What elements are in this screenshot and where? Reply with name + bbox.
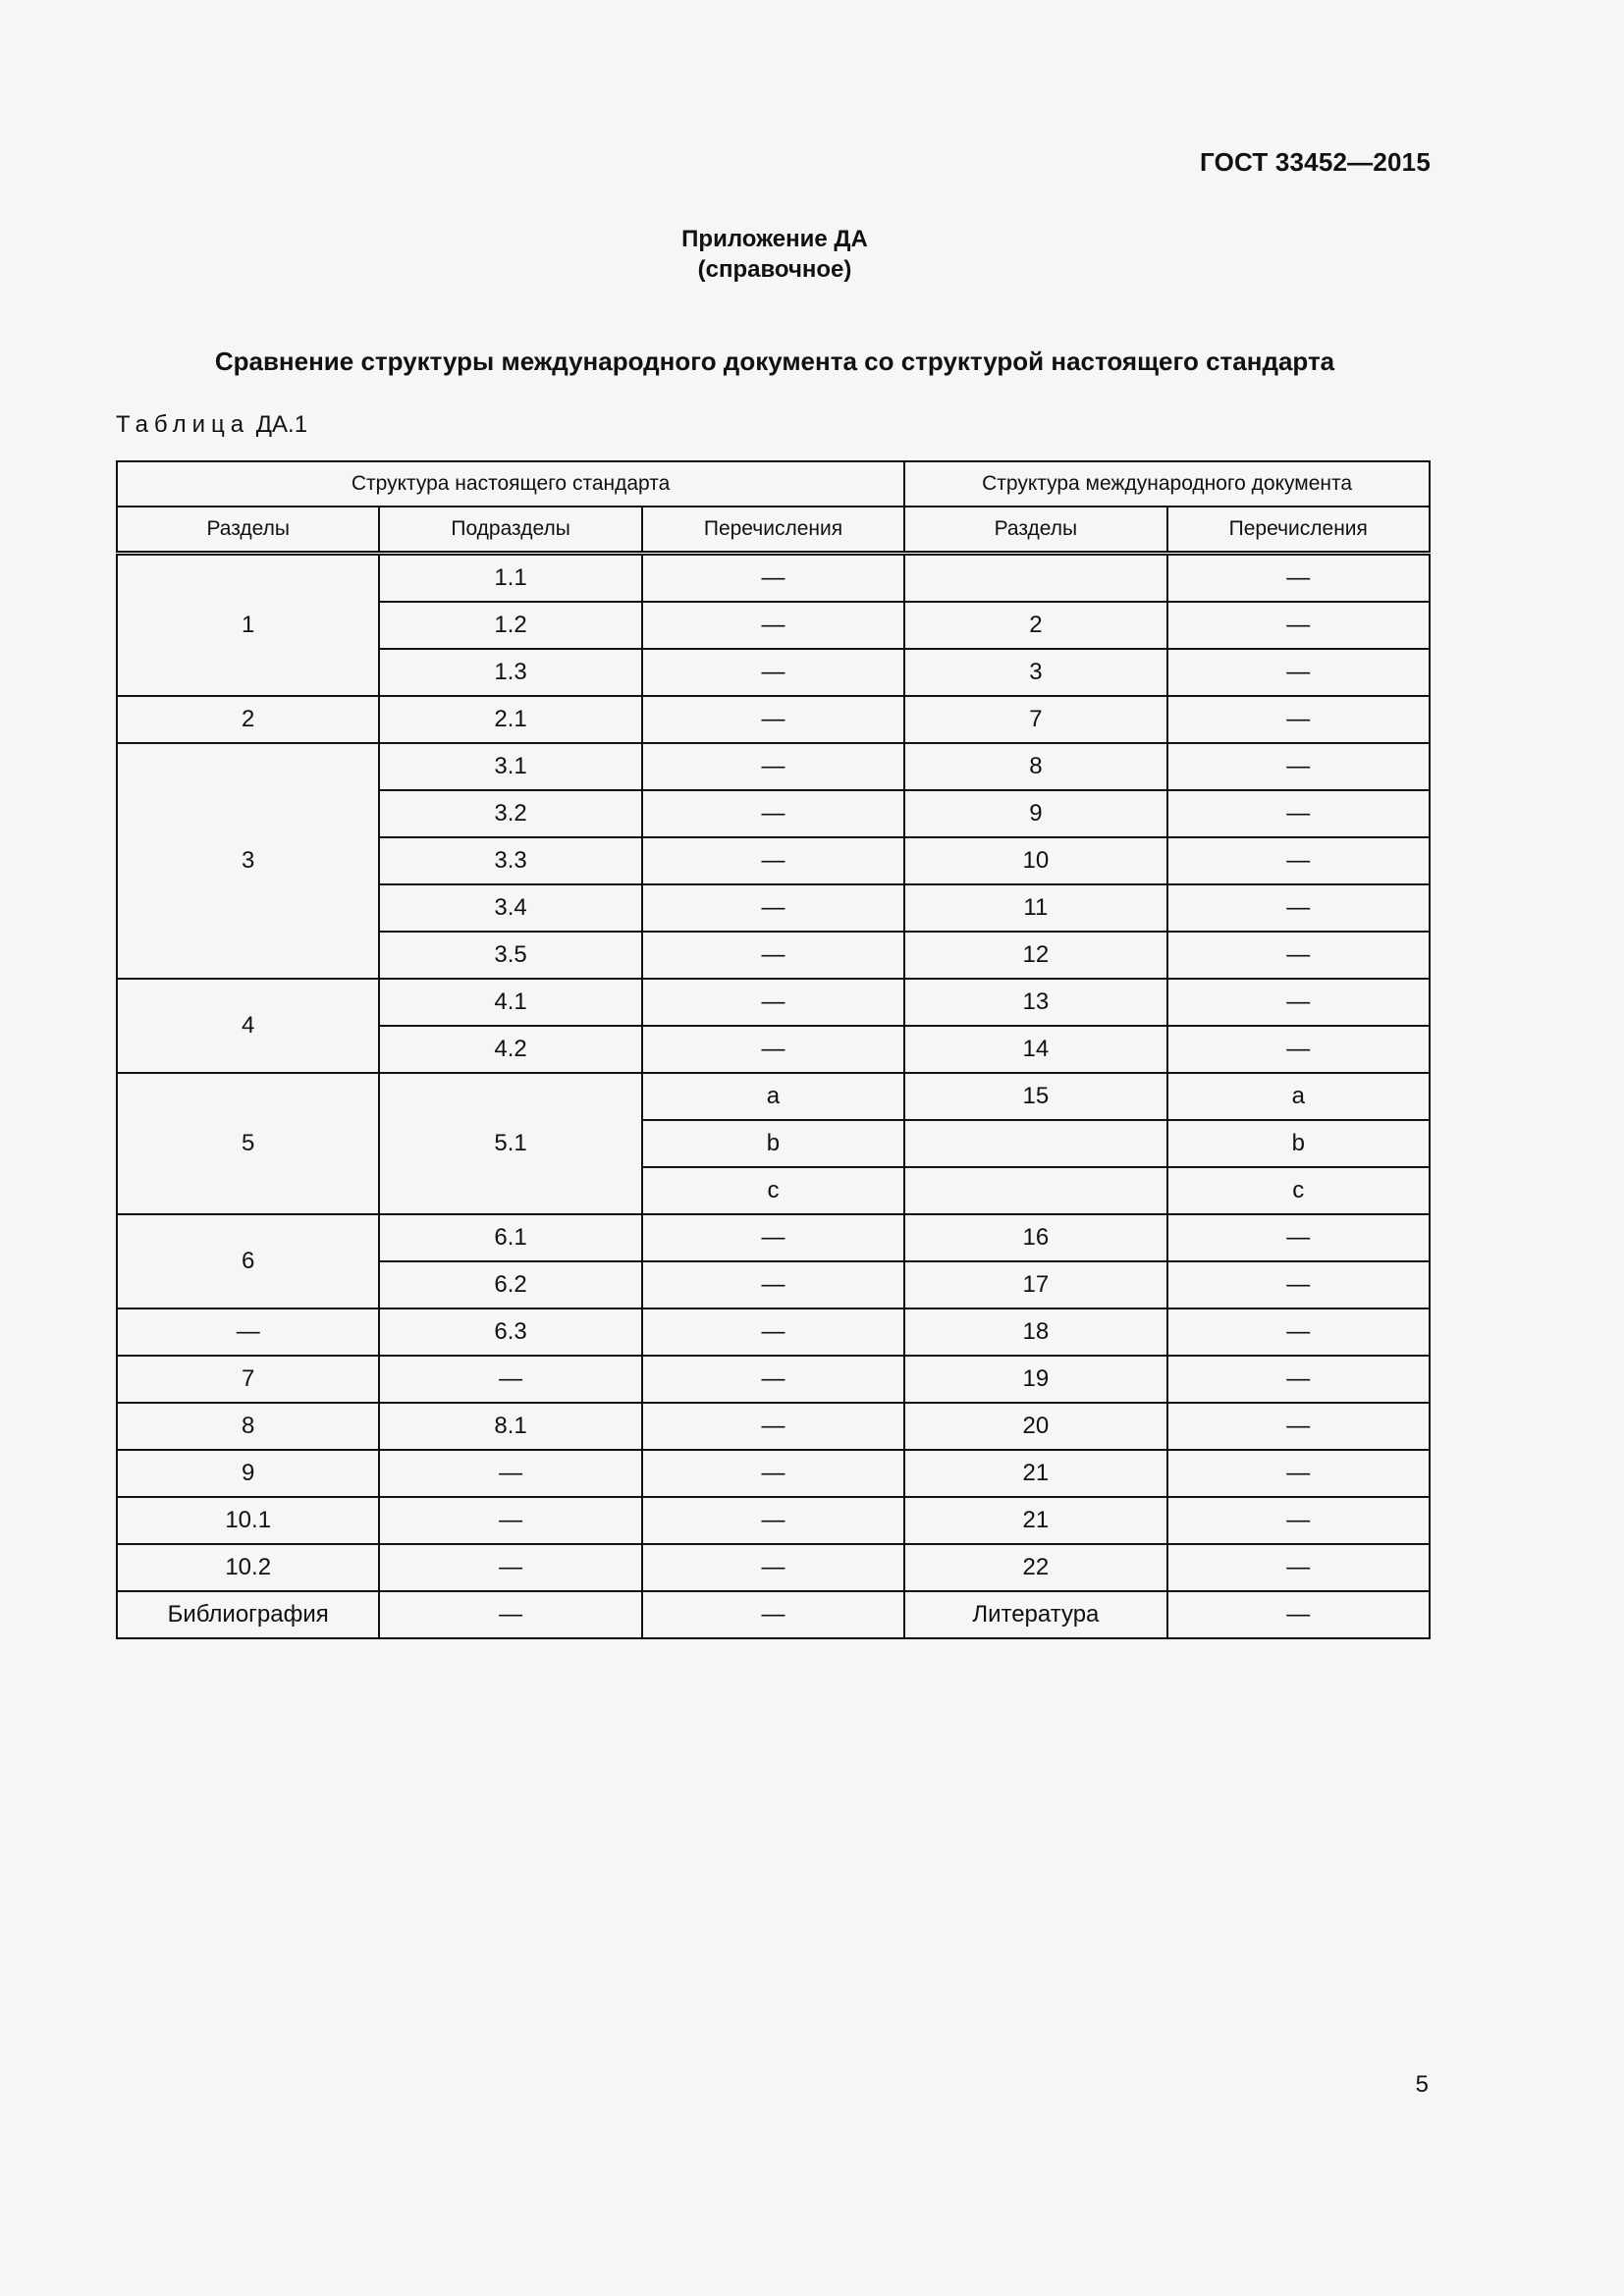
intl-enumeration-cell: —	[1167, 649, 1430, 696]
intl-section-cell: 3	[904, 649, 1166, 696]
col-header-intl-sections: Разделы	[904, 507, 1166, 554]
enumeration-cell: —	[642, 1544, 904, 1591]
table-row	[117, 1544, 1430, 1591]
appendix-heading	[0, 224, 1549, 285]
intl-section-cell: 20	[904, 1403, 1166, 1450]
intl-enumeration-cell: —	[1167, 1026, 1430, 1073]
section-cell: 10.1	[117, 1497, 379, 1544]
intl-enumeration-cell: —	[1167, 554, 1430, 603]
enumeration-cell: —	[642, 602, 904, 649]
intl-enumeration-cell: b	[1167, 1120, 1430, 1167]
enumeration-cell: a	[642, 1073, 904, 1120]
intl-section-cell: 21	[904, 1450, 1166, 1497]
col-header-subsections: Подразделы	[379, 507, 641, 554]
intl-enumeration-cell: —	[1167, 979, 1430, 1026]
table-row	[117, 1073, 1430, 1120]
table-row	[117, 979, 1430, 1026]
intl-enumeration-cell: —	[1167, 932, 1430, 979]
section-cell: 10.2	[117, 1544, 379, 1591]
table-row	[117, 1450, 1430, 1497]
table-row	[117, 743, 1430, 790]
intl-enumeration-cell: —	[1167, 1261, 1430, 1308]
intl-section-cell: 7	[904, 696, 1166, 743]
intl-section-cell: 16	[904, 1214, 1166, 1261]
section-title: Сравнение структуры международного документа со структурой настоящего стандарта	[214, 347, 1335, 376]
intl-enumeration-cell: —	[1167, 1403, 1430, 1450]
intl-section-cell: 8	[904, 743, 1166, 790]
subsection-cell: 3.2	[379, 790, 641, 837]
intl-enumeration-cell: —	[1167, 1497, 1430, 1544]
appendix-title: Приложение ДА	[681, 226, 868, 252]
enumeration-cell: c	[642, 1167, 904, 1214]
intl-section-cell	[904, 1167, 1166, 1214]
intl-enumeration-cell: —	[1167, 696, 1430, 743]
intl-section-cell	[904, 554, 1166, 603]
enumeration-cell: —	[642, 1591, 904, 1638]
enumeration-cell: —	[642, 554, 904, 603]
section-cell: 7	[117, 1356, 379, 1403]
subsection-cell: 2.1	[379, 696, 641, 743]
intl-section-cell: 15	[904, 1073, 1166, 1120]
intl-section-cell: 22	[904, 1544, 1166, 1591]
table-row	[117, 1356, 1430, 1403]
intl-section-cell: 17	[904, 1261, 1166, 1308]
intl-enumeration-cell: —	[1167, 602, 1430, 649]
enumeration-cell: —	[642, 884, 904, 932]
intl-enumeration-cell: —	[1167, 743, 1430, 790]
table-row	[117, 554, 1430, 603]
subsection-cell: 3.1	[379, 743, 641, 790]
intl-enumeration-cell: —	[1167, 1356, 1430, 1403]
intl-section-cell: 11	[904, 884, 1166, 932]
section-cell: Библиография	[117, 1591, 379, 1638]
intl-enumeration-cell: —	[1167, 837, 1430, 884]
subsection-cell: 6.1	[379, 1214, 641, 1261]
subsection-cell: 4.1	[379, 979, 641, 1026]
intl-section-cell: Литература	[904, 1591, 1166, 1638]
table-row	[117, 1497, 1430, 1544]
col-header-intl-enumerations: Перечисления	[1167, 507, 1430, 554]
group-header-current: Структура настоящего стандарта	[117, 461, 904, 507]
section-cell: 3	[117, 743, 379, 979]
section-cell: 2	[117, 696, 379, 743]
table-caption-id: ДА.1	[255, 411, 308, 438]
table-row	[117, 1308, 1430, 1356]
table-row	[117, 1591, 1430, 1638]
group-header-international: Структура международного документа	[904, 461, 1430, 507]
section-cell: 5	[117, 1073, 379, 1214]
section-cell: —	[117, 1308, 379, 1356]
intl-enumeration-cell: a	[1167, 1073, 1430, 1120]
table-row	[117, 1214, 1430, 1261]
page-number: 5	[1415, 2071, 1429, 2098]
intl-section-cell: 9	[904, 790, 1166, 837]
enumeration-cell: —	[642, 1214, 904, 1261]
standard-code: ГОСТ 33452—2015	[1200, 147, 1431, 177]
subsection-cell: 6.3	[379, 1308, 641, 1356]
enumeration-cell: —	[642, 1261, 904, 1308]
intl-section-cell: 10	[904, 837, 1166, 884]
intl-section-cell: 19	[904, 1356, 1166, 1403]
intl-enumeration-cell: —	[1167, 884, 1430, 932]
subsection-cell: 5.1	[379, 1073, 641, 1214]
intl-enumeration-cell: c	[1167, 1167, 1430, 1214]
subsection-cell: —	[379, 1544, 641, 1591]
enumeration-cell: b	[642, 1120, 904, 1167]
enumeration-cell: —	[642, 979, 904, 1026]
intl-section-cell: 13	[904, 979, 1166, 1026]
intl-enumeration-cell: —	[1167, 1450, 1430, 1497]
intl-section-cell: 14	[904, 1026, 1166, 1073]
enumeration-cell: —	[642, 696, 904, 743]
subsection-cell: —	[379, 1497, 641, 1544]
section-cell: 6	[117, 1214, 379, 1308]
enumeration-cell: —	[642, 1450, 904, 1497]
col-header-sections: Разделы	[117, 507, 379, 554]
col-header-enumerations: Перечисления	[642, 507, 904, 554]
subsection-cell: 3.3	[379, 837, 641, 884]
table-row	[117, 696, 1430, 743]
subsection-cell: —	[379, 1356, 641, 1403]
enumeration-cell: —	[642, 837, 904, 884]
section-cell: 9	[117, 1450, 379, 1497]
table-column-header-row	[117, 507, 1430, 554]
subsection-cell: 1.2	[379, 602, 641, 649]
subsection-cell: 3.4	[379, 884, 641, 932]
intl-section-cell: 12	[904, 932, 1166, 979]
subsection-cell: 6.2	[379, 1261, 641, 1308]
intl-enumeration-cell: —	[1167, 1591, 1430, 1638]
appendix-subtitle: (справочное)	[697, 256, 852, 283]
subsection-cell: —	[379, 1450, 641, 1497]
table-row	[117, 1403, 1430, 1450]
intl-enumeration-cell: —	[1167, 790, 1430, 837]
subsection-cell: 1.3	[379, 649, 641, 696]
enumeration-cell: —	[642, 1356, 904, 1403]
subsection-cell: 1.1	[379, 554, 641, 603]
intl-enumeration-cell: —	[1167, 1214, 1430, 1261]
intl-section-cell: 18	[904, 1308, 1166, 1356]
section-cell: 4	[117, 979, 379, 1073]
subsection-cell: 8.1	[379, 1403, 641, 1450]
enumeration-cell: —	[642, 1403, 904, 1450]
subsection-cell: 3.5	[379, 932, 641, 979]
enumeration-cell: —	[642, 649, 904, 696]
enumeration-cell: —	[642, 932, 904, 979]
intl-enumeration-cell: —	[1167, 1544, 1430, 1591]
intl-section-cell: 2	[904, 602, 1166, 649]
subsection-cell: —	[379, 1591, 641, 1638]
intl-section-cell: 21	[904, 1497, 1166, 1544]
enumeration-cell: —	[642, 1026, 904, 1073]
section-cell: 8	[117, 1403, 379, 1450]
subsection-cell: 4.2	[379, 1026, 641, 1073]
intl-section-cell	[904, 1120, 1166, 1167]
table-caption	[116, 411, 307, 439]
enumeration-cell: —	[642, 1497, 904, 1544]
table-caption-word: Таблица	[116, 411, 250, 438]
intl-enumeration-cell: —	[1167, 1308, 1430, 1356]
section-cell: 1	[117, 554, 379, 697]
comparison-table	[116, 460, 1431, 1639]
table-group-header-row	[117, 461, 1430, 507]
enumeration-cell: —	[642, 1308, 904, 1356]
enumeration-cell: —	[642, 743, 904, 790]
enumeration-cell: —	[642, 790, 904, 837]
